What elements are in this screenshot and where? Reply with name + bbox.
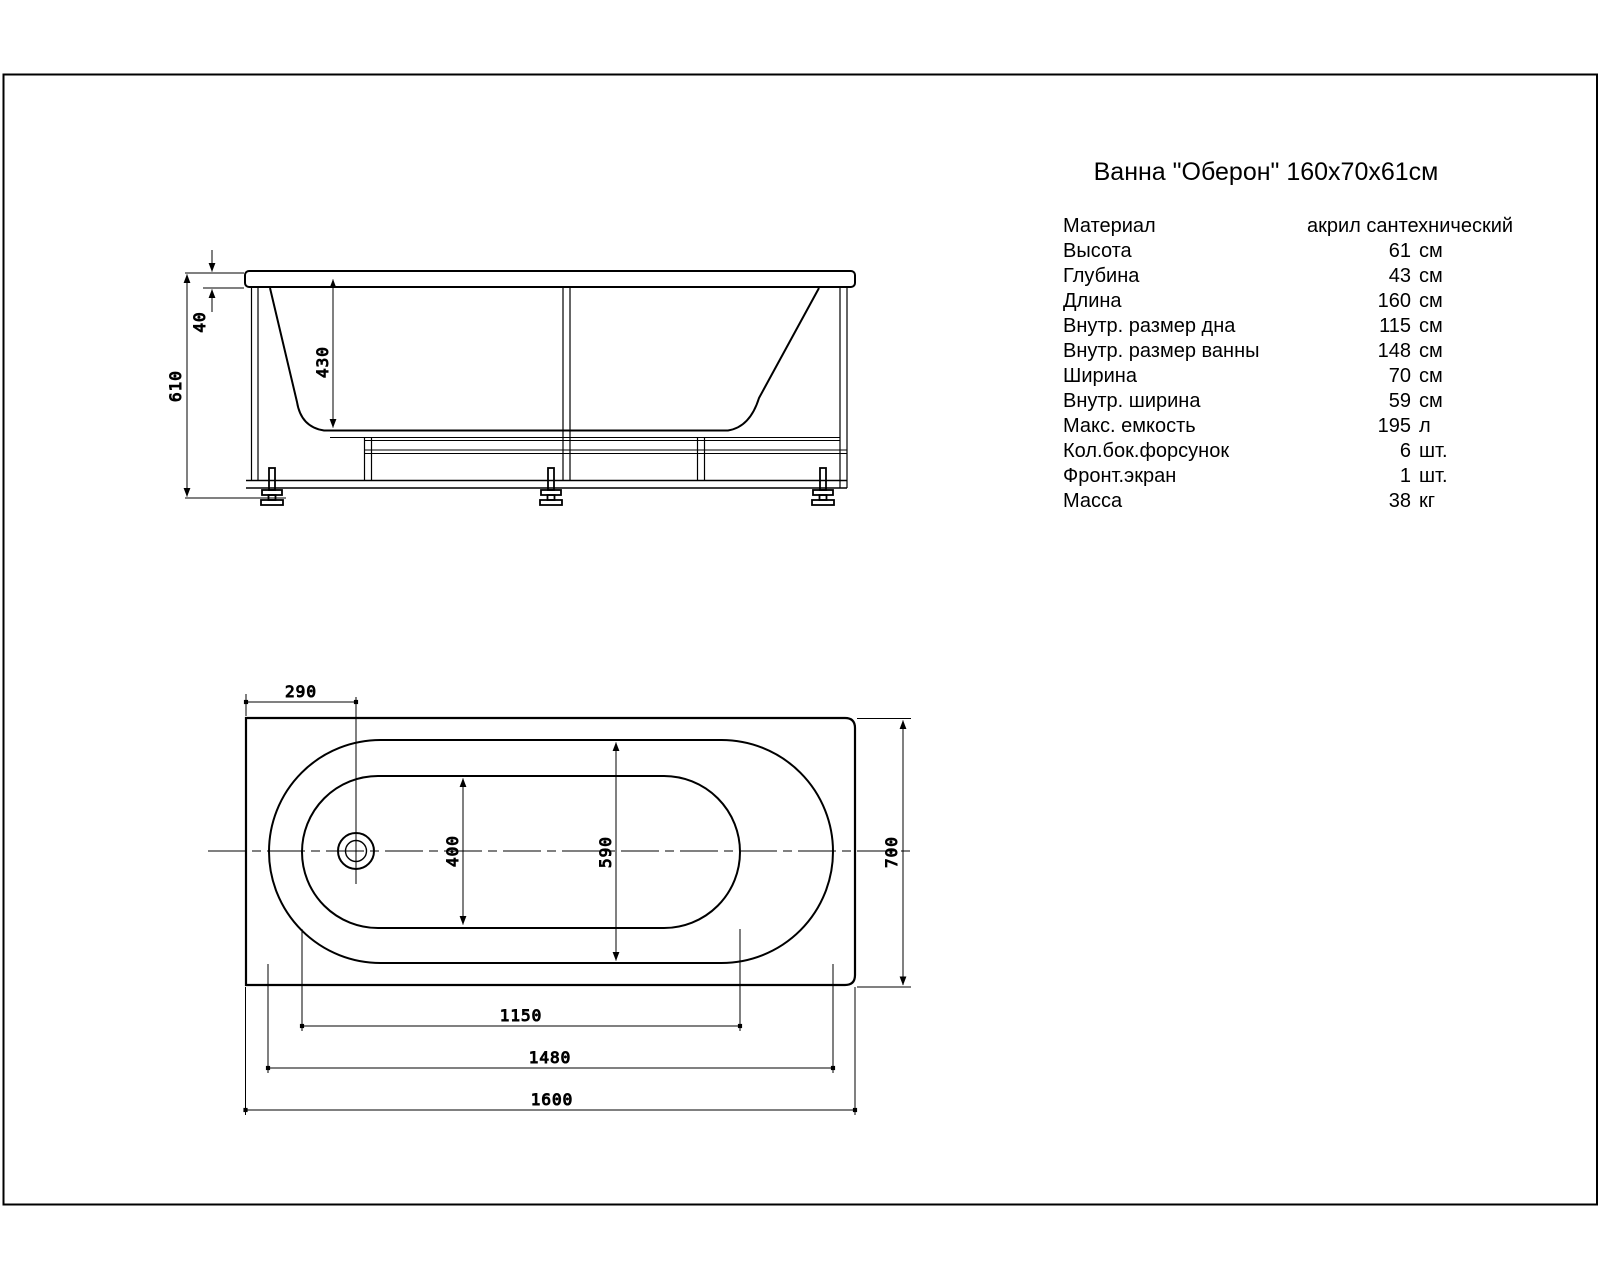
spec-label: Высота xyxy=(1063,240,1132,262)
spec-row-max-capacity xyxy=(1063,414,1495,439)
spec-unit: см xyxy=(1419,265,1443,287)
spec-unit: шт. xyxy=(1419,440,1448,462)
spec-value: 59 xyxy=(1388,390,1411,412)
spec-value: 115 xyxy=(1379,315,1411,337)
spec-row-depth xyxy=(1063,264,1495,289)
dim-total-height xyxy=(185,273,286,498)
spec-label: Фронт.экран xyxy=(1063,465,1177,487)
spec-label: Длина xyxy=(1063,290,1122,312)
spec-unit: см xyxy=(1419,290,1443,312)
dim-total-height-label: 610 xyxy=(166,370,185,402)
spec-label: Внутр. ширина xyxy=(1063,390,1201,412)
spec-value: 1 xyxy=(1399,465,1411,487)
spec-unit: шт. xyxy=(1419,465,1448,487)
spec-unit: л xyxy=(1419,415,1431,437)
dim-drain-offset-label: 290 xyxy=(285,682,317,701)
spec-row-width xyxy=(1063,364,1495,389)
frame-posts xyxy=(252,287,848,488)
spec-row-mass xyxy=(1063,489,1495,514)
adjustable-foot-left xyxy=(261,468,283,505)
spec-value: 160 xyxy=(1377,290,1411,312)
plan-view-drawing xyxy=(208,682,916,1115)
spec-label: Внутр. размер ванны xyxy=(1063,340,1260,362)
spec-label: Внутр. размер дна xyxy=(1063,315,1236,337)
tub-profile xyxy=(270,288,819,431)
spec-value: 148 xyxy=(1377,340,1411,362)
adjustable-foot-right xyxy=(812,468,834,505)
dim-total-length-label: 1600 xyxy=(530,1090,574,1109)
dim-bottom-length-label: 1150 xyxy=(499,1006,543,1025)
frame-rails xyxy=(330,438,847,454)
dim-inner-depth-label: 430 xyxy=(313,346,332,378)
spec-row-inner-width xyxy=(1063,389,1495,414)
adjustable-foot-center xyxy=(540,468,562,505)
spec-label: Кол.бок.форсунок xyxy=(1063,440,1230,462)
spec-label: Материал xyxy=(1063,215,1156,237)
spec-unit: см xyxy=(1419,315,1443,337)
spec-value: 6 xyxy=(1399,440,1411,462)
dim-bottom-width-label: 400 xyxy=(443,835,462,867)
tub-rim xyxy=(245,271,855,287)
frame-bottom-rail xyxy=(246,481,847,489)
dim-inner-width-label: 590 xyxy=(596,836,615,868)
spec-unit: см xyxy=(1419,240,1443,262)
spec-unit: см xyxy=(1419,340,1443,362)
dim-inner-length-label: 1480 xyxy=(528,1048,572,1067)
drain xyxy=(338,697,374,884)
spec-label: Глубина xyxy=(1063,265,1140,287)
spec-unit: кг xyxy=(1419,490,1436,512)
spec-row-inner-bottom-size xyxy=(1063,314,1495,339)
tub-bottom-outline xyxy=(302,776,740,928)
spec-row-inner-tub-size xyxy=(1063,339,1495,364)
page-title: Ванна "Оберон" 160x70x61см xyxy=(1093,158,1439,186)
spec-value: акрил сантехнический xyxy=(1307,215,1514,237)
spec-row-length xyxy=(1063,289,1495,314)
spec-row-height xyxy=(1063,239,1495,264)
side-view-drawing xyxy=(166,250,855,505)
dim-rim-height-label: 40 xyxy=(190,311,209,333)
spec-value: 195 xyxy=(1377,415,1411,437)
spec-value: 43 xyxy=(1388,265,1411,287)
spec-value: 61 xyxy=(1388,240,1411,262)
spec-table xyxy=(1063,214,1514,514)
spec-value: 70 xyxy=(1388,365,1411,387)
spec-label: Масса xyxy=(1063,490,1123,512)
spec-row-front-panel xyxy=(1063,464,1495,489)
spec-value: 38 xyxy=(1388,490,1411,512)
dim-rim-height xyxy=(203,250,244,312)
spec-unit: см xyxy=(1419,390,1443,412)
spec-label: Макс. емкость xyxy=(1063,415,1196,437)
dim-total-width-label: 700 xyxy=(882,836,901,868)
spec-unit: см xyxy=(1419,365,1443,387)
spec-row-side-jets xyxy=(1063,439,1495,464)
spec-label: Ширина xyxy=(1063,365,1137,387)
spec-row-material xyxy=(1063,214,1514,239)
